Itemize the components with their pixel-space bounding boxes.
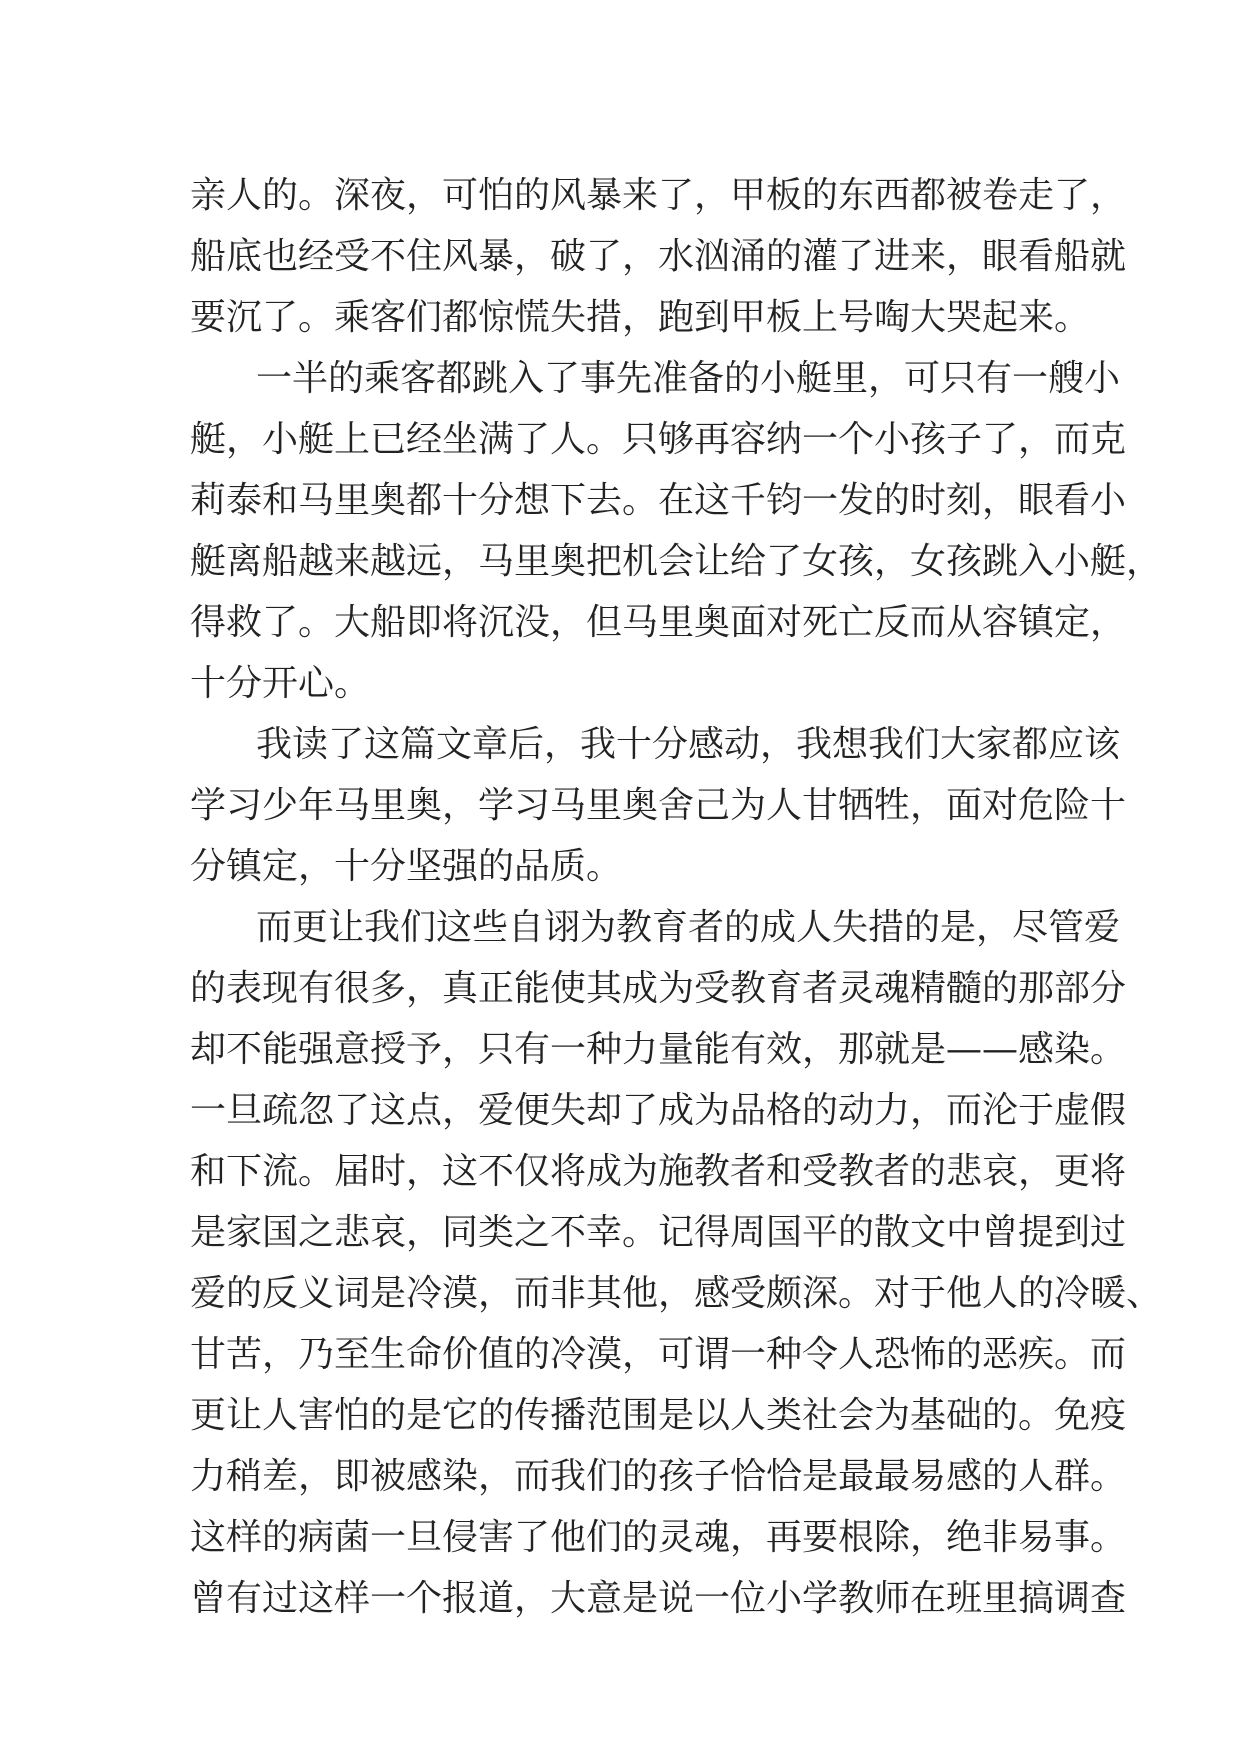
text-line: 是家国之悲哀，同类之不幸。记得周国平的散文中曾提到过 xyxy=(190,1212,1127,1253)
text-line: 艇，小艇上已经坐满了人。只够再容纳一个小孩子了，而克 xyxy=(190,419,1127,460)
text-line: 十分开心。 xyxy=(190,663,371,704)
text-line: 曾有过这样一个报道，大意是说一位小学教师在班里搞调查 xyxy=(190,1578,1127,1619)
text-line: 得救了。大船即将沉没，但马里奥面对死亡反而从容镇定， xyxy=(190,602,1127,643)
text-line: 和下流。届时，这不仅将成为施教者和受教者的悲哀，更将 xyxy=(190,1151,1127,1192)
text-line: 却不能强意授予，只有一种力量能有效，那就是——感染。 xyxy=(190,1029,1127,1070)
text-line: 船底也经受不住风暴，破了，水汹涌的灌了进来，眼看船就 xyxy=(190,236,1127,277)
text-line: 亲人的。深夜，可怕的风暴来了，甲板的东西都被卷走了， xyxy=(190,175,1127,216)
paragraph-first-line: 一半的乘客都跳入了事先准备的小艇里，可只有一艘小 xyxy=(256,358,1121,399)
text-line: 更让人害怕的是它的传播范围是以人类社会为基础的。免疫 xyxy=(190,1395,1127,1436)
text-line: 莉泰和马里奥都十分想下去。在这千钧一发的时刻，眼看小 xyxy=(190,480,1127,521)
text-line: 力稍差，即被感染，而我们的孩子恰恰是最最易感的人群。 xyxy=(190,1456,1127,1497)
text-line: 分镇定，十分坚强的品质。 xyxy=(190,846,623,887)
text-line: 要沉了。乘客们都惊慌失措，跑到甲板上号啕大哭起来。 xyxy=(190,297,1091,338)
text-line: 爱的反义词是冷漠，而非其他，感受颇深。对于他人的冷暖、 xyxy=(190,1273,1163,1314)
text-line: 一旦疏忽了这点，爱便失却了成为品格的动力，而沦于虚假 xyxy=(190,1090,1127,1131)
text-line: 学习少年马里奥，学习马里奥舍己为人甘牺牲，面对危险十 xyxy=(190,785,1127,826)
text-line: 这样的病菌一旦侵害了他们的灵魂，再要根除，绝非易事。 xyxy=(190,1517,1127,1558)
body-text xyxy=(190,165,1163,1629)
paragraph-first-line: 我读了这篇文章后，我十分感动，我想我们大家都应该 xyxy=(256,724,1121,765)
paragraph-first-line: 而更让我们这些自诩为教育者的成人失措的是，尽管爱 xyxy=(256,907,1121,948)
text-line: 甘苦，乃至生命价值的冷漠，可谓一种令人恐怖的恶疾。而 xyxy=(190,1334,1127,1375)
text-line: 的表现有很多，真正能使其成为受教育者灵魂精髓的那部分 xyxy=(190,968,1127,1009)
text-line: 艇离船越来越远，马里奥把机会让给了女孩，女孩跳入小艇， xyxy=(190,541,1163,582)
